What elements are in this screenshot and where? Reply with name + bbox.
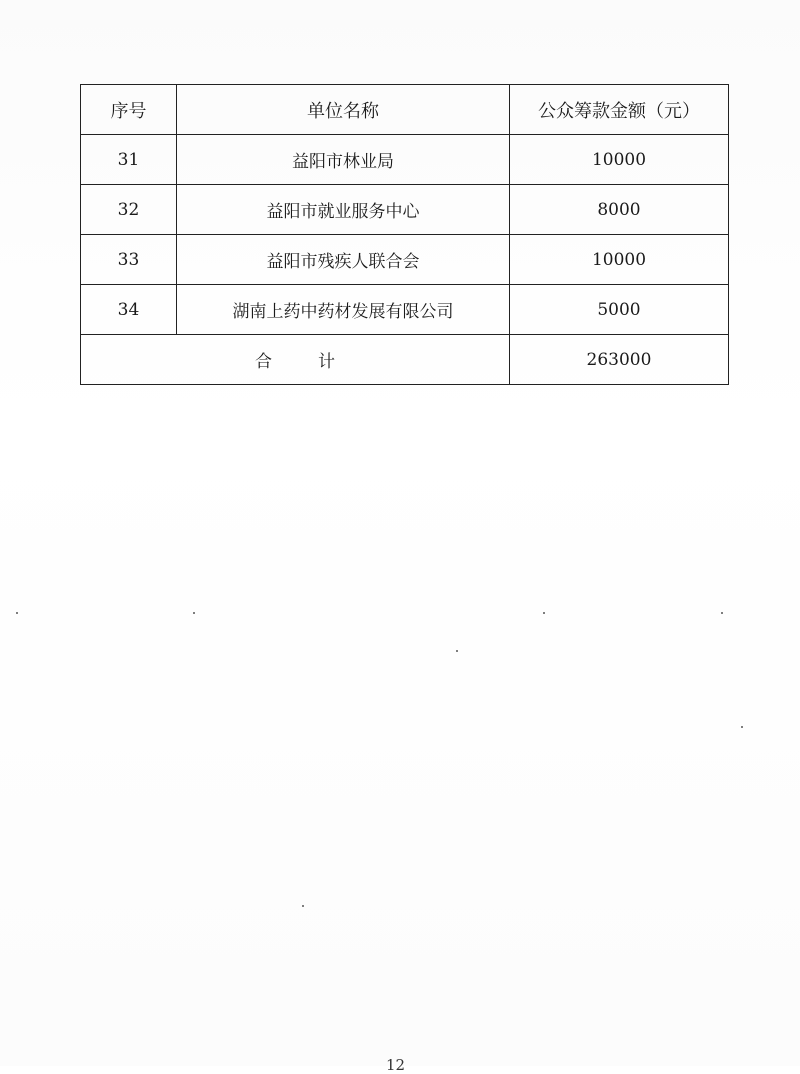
scan-speck — [16, 612, 18, 614]
amount-cell: 5000 — [510, 285, 729, 335]
scan-speck — [721, 612, 723, 614]
scan-speck — [543, 612, 545, 614]
total-row — [81, 335, 729, 385]
amount-cell: 8000 — [510, 185, 729, 235]
unit-name-cell: 湖南上药中药材发展有限公司 — [177, 285, 510, 335]
total-label-right: 计 — [318, 352, 335, 372]
amount-cell: 10000 — [510, 135, 729, 185]
header-serial-number: 序号 — [81, 85, 177, 135]
scan-speck — [741, 726, 743, 728]
scan-speck — [456, 650, 458, 652]
amount-cell: 10000 — [510, 235, 729, 285]
unit-name-cell: 益阳市林业局 — [177, 135, 510, 185]
total-amount-cell: 263000 — [510, 335, 729, 385]
page-number: 12 — [386, 1056, 406, 1074]
table-row — [81, 135, 729, 185]
header-unit-name: 单位名称 — [177, 85, 510, 135]
unit-name-cell: 益阳市残疾人联合会 — [177, 235, 510, 285]
total-label-left: 合 — [255, 352, 272, 372]
table-row — [81, 185, 729, 235]
table-row — [81, 235, 729, 285]
header-donation-amount: 公众筹款金额（元） — [510, 85, 729, 135]
total-label-cell — [81, 335, 510, 385]
serial-number-cell: 31 — [81, 135, 177, 185]
serial-number-cell: 33 — [81, 235, 177, 285]
table-header-row — [81, 85, 729, 135]
donation-table — [80, 84, 729, 385]
serial-number-cell: 34 — [81, 285, 177, 335]
scan-speck — [302, 905, 304, 907]
unit-name-cell: 益阳市就业服务中心 — [177, 185, 510, 235]
table-row — [81, 285, 729, 335]
serial-number-cell: 32 — [81, 185, 177, 235]
scan-speck — [193, 612, 195, 614]
